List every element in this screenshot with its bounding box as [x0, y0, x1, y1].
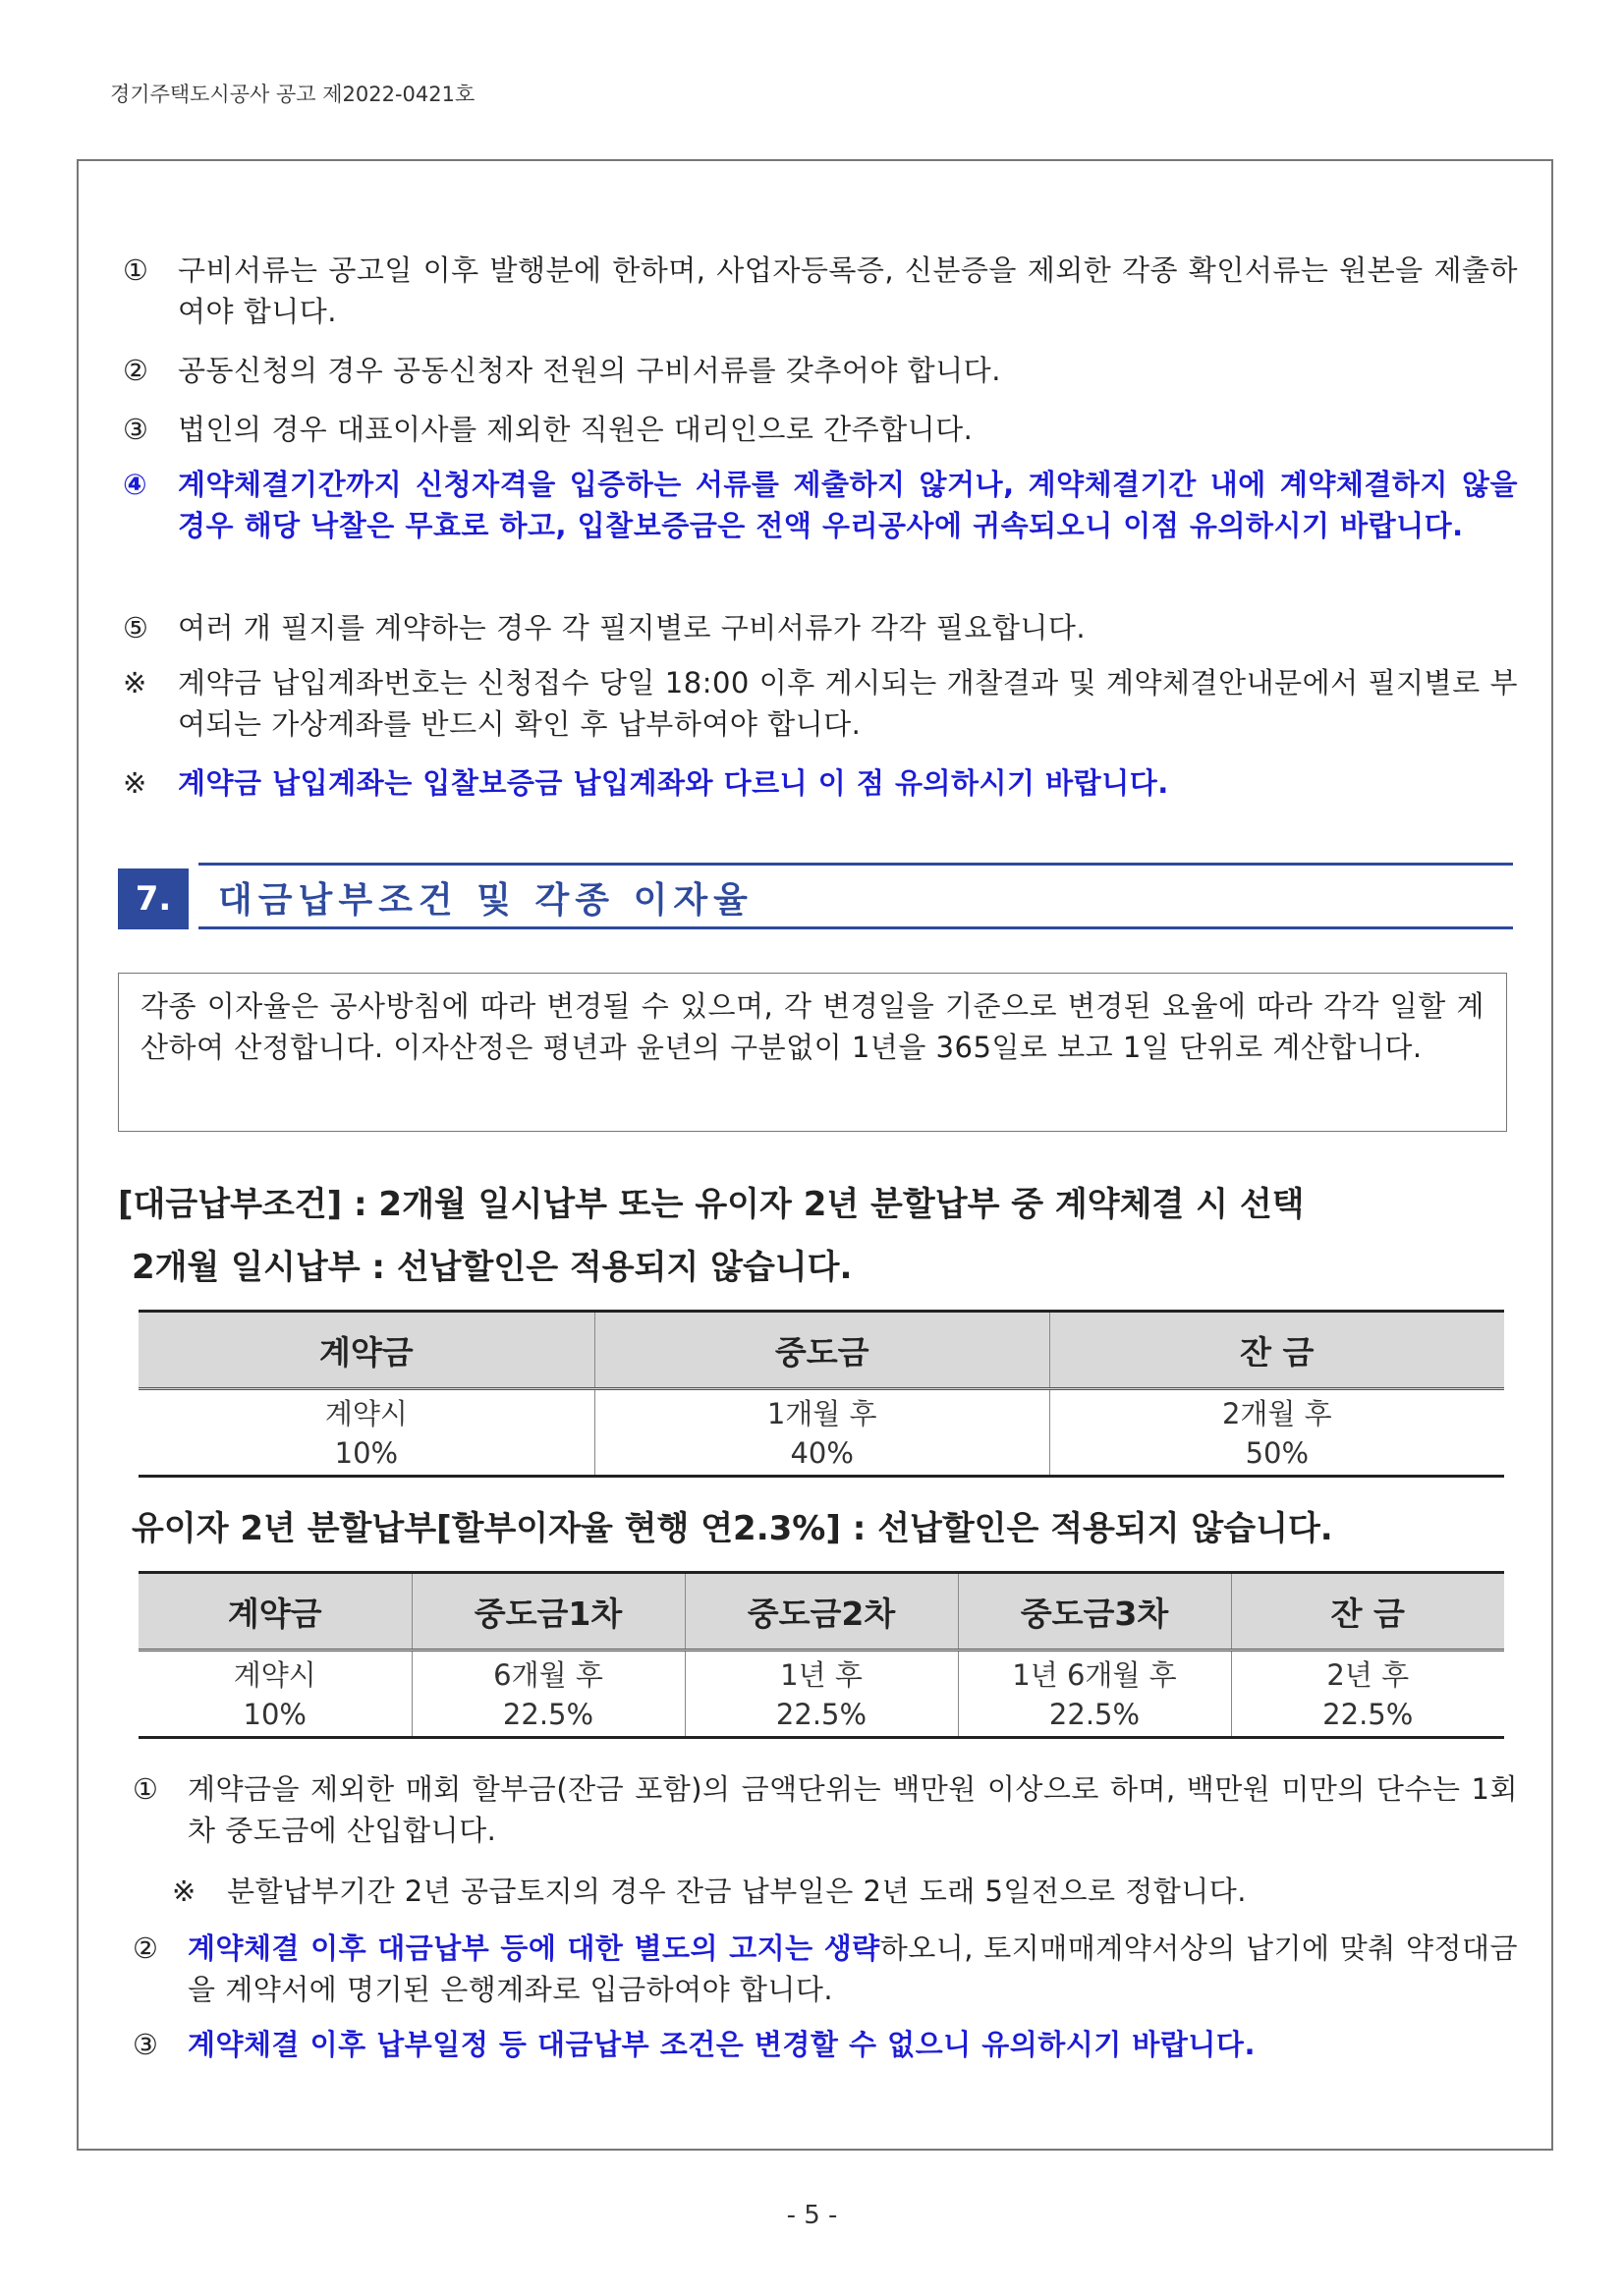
installment-table: [139, 1571, 1504, 1739]
column-header: 계약금: [139, 1573, 412, 1651]
note-text: 계약금 납입계좌번호는 신청접수 당일 18:00 이후 게시되는 개찰결과 및 계약체결안내문에서 필지별로 부여되는 가상계좌를 반드시 확인 후 납부하여야 합니다.: [178, 666, 1518, 741]
payment-timing: 1년 후: [780, 1658, 863, 1692]
table-cell: [685, 1651, 958, 1738]
note-item-warning: [123, 762, 1518, 804]
notice-number: 경기주택도시공사 공고 제2022-0421호: [110, 83, 476, 106]
note-item: [133, 1768, 1518, 1851]
note-item: [133, 1928, 1518, 2010]
note-marker: ①: [133, 1772, 158, 1806]
note-marker: ③: [123, 413, 148, 446]
payment-ratio: 22.5%: [1048, 1698, 1141, 1731]
note-text: 분할납부기간 2년 공급토지의 경우 잔금 납부일은 2년 도래 5일전으로 정합니다.: [227, 1875, 1247, 1908]
note-text: 여러 개 필지를 계약하는 경우 각 필지별로 구비서류가 각각 필요합니다.: [178, 611, 1087, 644]
table-row: [139, 1651, 1504, 1738]
note-text: [188, 1928, 1518, 2010]
note-item: [172, 1871, 1518, 1912]
payment-ratio: 10%: [243, 1698, 307, 1731]
note-marker: ※: [123, 666, 147, 700]
section-heading: [118, 863, 1513, 929]
note-item: [123, 607, 1518, 648]
table-cell: [594, 1389, 1049, 1477]
note-text: 계약체결 이후 납부일정 등 대금납부 조건은 변경할 수 없으니 유의하시기 바랍니다.: [188, 2028, 1256, 2061]
table-cell: [1049, 1389, 1504, 1477]
note-text: 계약체결기간까지 신청자격을 입증하는 서류를 제출하지 않거나, 계약체결기간 내에 계약체결하지 않을 경우 해당 낙찰은 무효로 하고, 입찰보증금은 전액 우리공사에 귀속되오니 이점 유의하시기 바랍니다.: [178, 468, 1518, 542]
note-text-rest: 하오니, 토지매매계약서상의 납기에 맞춰 약정대금을 계약서에 명기된 은행계좌로 입금하여야 합니다.: [188, 1932, 1518, 2006]
table-row: [139, 1389, 1504, 1477]
section-rule-bottom: [198, 926, 1513, 929]
note-marker: ⑤: [123, 611, 148, 644]
column-header: 중도금3차: [958, 1573, 1231, 1651]
note-marker: ①: [123, 253, 148, 287]
payment-ratio: 22.5%: [775, 1698, 868, 1731]
table-cell: [1231, 1651, 1504, 1738]
payment-ratio: 50%: [1245, 1436, 1310, 1470]
column-header: 잔 금: [1231, 1573, 1504, 1651]
note-text: 계약금을 제외한 매회 할부금(잔금 포함)의 금액단위는 백만원 이상으로 하며, 백만원 미만의 단수는 1회차 중도금에 산입합니다.: [188, 1772, 1518, 1847]
table-cell: [958, 1651, 1231, 1738]
payment-conditions-title: [대금납부조건] : 2개월 일시납부 또는 유이자 2년 분할납부 중 계약체결 시 선택: [118, 1185, 1305, 1224]
lump-sum-table: [139, 1310, 1504, 1478]
note-marker: ③: [133, 2028, 158, 2061]
payment-timing: 1년 6개월 후: [1012, 1658, 1177, 1692]
table-header-row: [139, 1312, 1504, 1389]
note-item: [123, 409, 1518, 450]
note-marker: ②: [123, 354, 148, 387]
note-item-warning: [123, 464, 1518, 546]
payment-ratio: 40%: [790, 1436, 854, 1470]
payment-timing: 1개월 후: [766, 1397, 877, 1430]
payment-timing: 계약시: [233, 1658, 316, 1692]
note-text-highlight: 계약체결 이후 대금납부 등에 대한 별도의 고지는 생략: [188, 1932, 880, 1965]
note-marker: ※: [123, 766, 147, 800]
payment-timing: 6개월 후: [493, 1658, 603, 1692]
table-cell: [139, 1651, 412, 1738]
note-marker: ※: [172, 1875, 196, 1908]
payment-ratio: 22.5%: [1322, 1698, 1414, 1731]
note-text: 공동신청의 경우 공동신청자 전원의 구비서류를 갖추어야 합니다.: [178, 354, 1001, 387]
section-number: 7.: [118, 868, 189, 929]
table-cell: [412, 1651, 685, 1738]
note-item: [123, 662, 1518, 745]
table-header-row: [139, 1573, 1504, 1651]
payment-timing: 2년 후: [1326, 1658, 1410, 1692]
table-cell: [139, 1389, 594, 1477]
note-text: 계약금 납입계좌는 입찰보증금 납입계좌와 다르니 이 점 유의하시기 바랍니다.: [178, 766, 1169, 800]
note-item: [123, 350, 1518, 391]
lump-sum-title: 2개월 일시납부 : 선납할인은 적용되지 않습니다.: [132, 1248, 853, 1287]
note-marker: ④: [123, 468, 147, 501]
column-header: 잔 금: [1049, 1312, 1504, 1389]
payment-ratio: 10%: [334, 1436, 399, 1470]
column-header: 중도금1차: [412, 1573, 685, 1651]
column-header: 중도금2차: [685, 1573, 958, 1651]
payment-timing: 계약시: [324, 1397, 408, 1430]
note-text: 법인의 경우 대표이사를 제외한 직원은 대리인으로 간주합니다.: [178, 413, 974, 446]
interest-rate-info-box: 각종 이자율은 공사방침에 따라 변경될 수 있으며, 각 변경일을 기준으로 변경된 요율에 따라 각각 일할 계산하여 산정합니다. 이자산정은 평년과 윤년의 구분없이 1년을 365일로 보고 1일 단위로 계산합니다.: [118, 973, 1507, 1132]
note-item-warning: [133, 2024, 1518, 2065]
note-item: [123, 250, 1518, 332]
page-frame: [77, 159, 1553, 2151]
note-text: 구비서류는 공고일 이후 발행분에 한하며, 사업자등록증, 신분증을 제외한 각종 확인서류는 원본을 제출하여야 합니다.: [178, 253, 1518, 328]
section-title: 대금납부조건 및 각종 이자율: [218, 880, 754, 921]
column-header: 계약금: [139, 1312, 594, 1389]
note-marker: ②: [133, 1932, 158, 1965]
payment-timing: 2개월 후: [1221, 1397, 1332, 1430]
page-number: - 5 -: [786, 2201, 838, 2230]
section-rule-top: [198, 863, 1513, 866]
column-header: 중도금: [594, 1312, 1049, 1389]
installment-title: 유이자 2년 분할납부[할부이자율 현행 연2.3%] : 선납할인은 적용되지 않습니다.: [132, 1509, 1333, 1548]
payment-ratio: 22.5%: [502, 1698, 594, 1731]
